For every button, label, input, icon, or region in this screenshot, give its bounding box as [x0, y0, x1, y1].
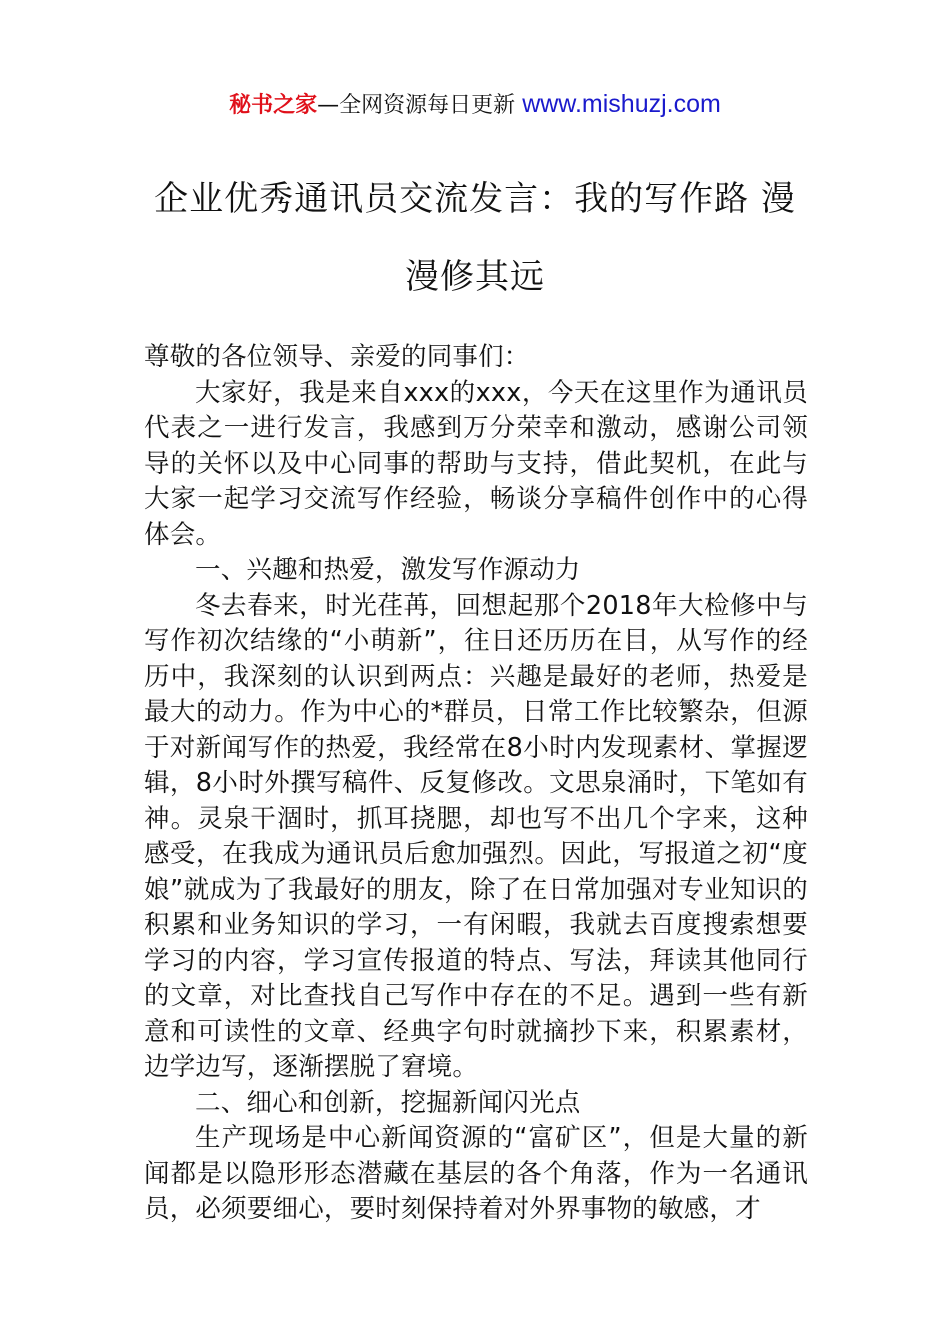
section-heading-1: 一、兴趣和热爱，激发写作源动力 — [195, 555, 581, 585]
salutation: 尊敬的各位领导、亲爱的同事们： — [144, 342, 530, 372]
paragraph-section-1: 冬去春来，时光荏苒，回想起那个2018年大检修中与写作初次结缘的“小萌新”，往日还历历在目，从写作的经历中，我深刻的认识到两点：兴趣是最好的老师，热爱是最大的动力。作为中心的*群员，日常工作比较繁杂，但源于对新闻写作的热爱，我经常在8小时内发现素材、掌握逻辑，8小时外撰写稿件、反复修改。文思泉涌时，下笔如有神。灵泉干涸时，抓耳挠腮，却也写不出几个字来，这种感受，在我成为通讯员后愈加强烈。因此，写报道之初“度娘”就成为了我最好的朋友，除了在日常加强对专业知识的积累和业务知识的学习，一有闲暇，我就去百度搜索想要学习的内容，学习宣传报道的特点、写法，拜读其他同行的文章，对比查找自己写作中存在的不足。遇到一些有新意和可读性的文章、经典字句时就摘抄下来，积累素材，边学边写，逐渐摆脱了窘境。 — [144, 590, 808, 1082]
site-header — [0, 88, 950, 122]
site-tagline: —全网资源每日更新 — [317, 93, 516, 118]
section-heading-2: 二、细心和创新，挖掘新闻闪光点 — [195, 1087, 581, 1118]
document-title: 企业优秀通讯员交流发言：我的写作路 漫漫修其远 — [154, 179, 796, 297]
document-body — [144, 340, 808, 1228]
site-name: 秘书之家 — [229, 93, 318, 118]
paragraph-intro: 大家好，我是来自xxx的xxx，今天在这里作为通讯员代表之一进行发言，我感到万分荣幸和激动，感谢公司领导的关怀以及中心同事的帮助与支持，借此契机，在此与大家一起学习交流写作经验，畅谈分享稿件创作中的心得体会。 — [144, 377, 808, 550]
paragraph-section-2: 生产现场是中心新闻资源的“富矿区”，但是大量的新闻都是以隐形形态潜藏在基层的各个角落，作为一名通讯员，必须要细心，要时刻保持着对外界事物的敏感，才 — [144, 1123, 808, 1224]
site-url-link[interactable]: www.mishuzj.com — [522, 90, 721, 118]
